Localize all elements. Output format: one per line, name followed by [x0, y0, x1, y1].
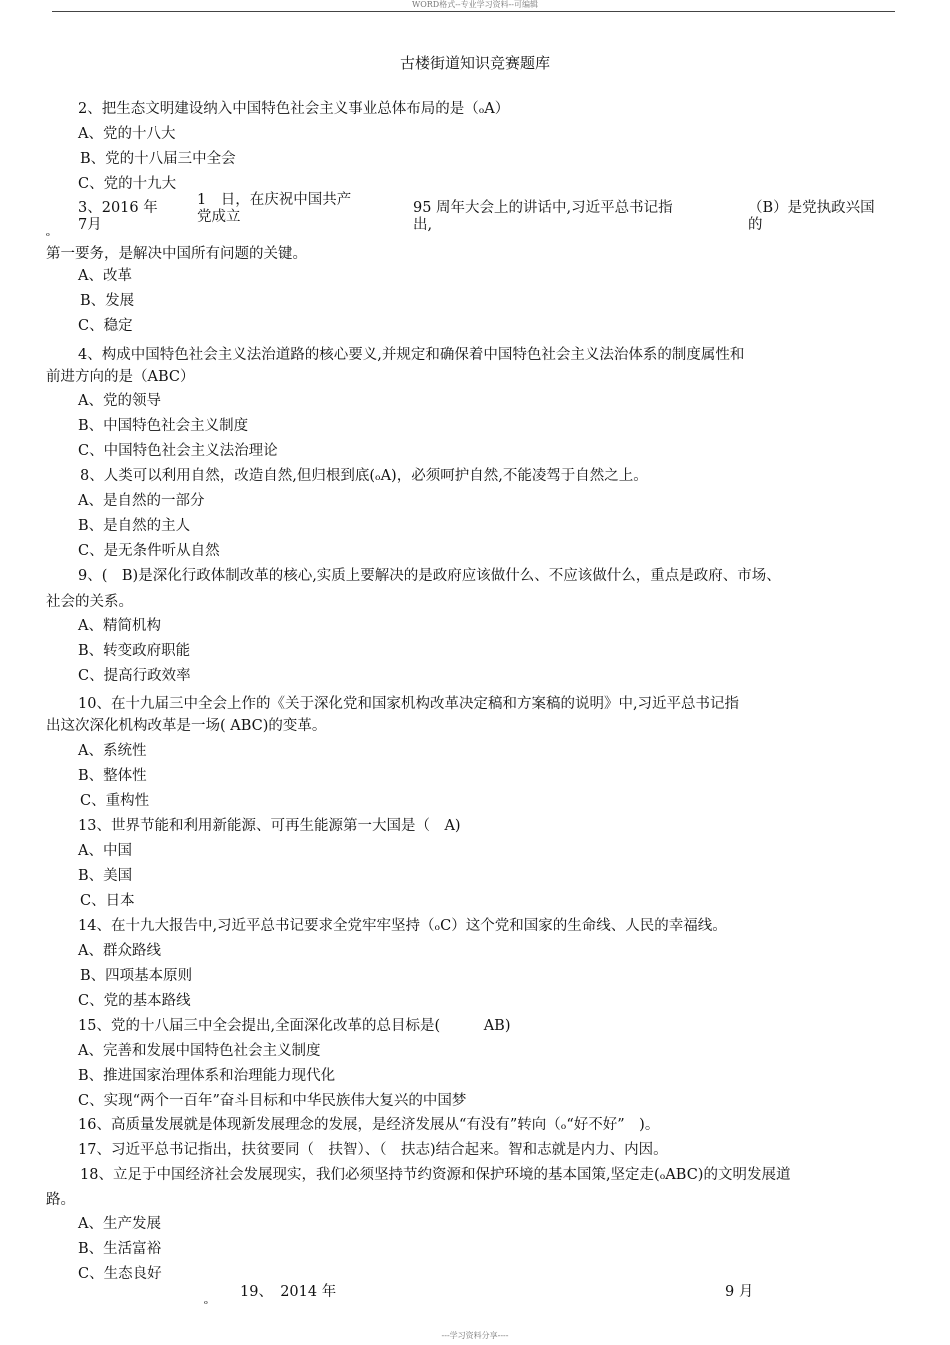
- option-b: B、四项基本原则: [80, 968, 193, 984]
- option-c: C、是无条件听从自然: [78, 543, 220, 559]
- option-c: C、重构性: [80, 793, 150, 809]
- option-b: B、整体性: [78, 768, 147, 784]
- question-3-part: （B）是党执政兴国: [748, 200, 875, 216]
- option-c: C、党的十九大: [78, 176, 177, 192]
- question-10-stem: 10、在十九届三中全会上作的《关于深化党和国家机构改革决定稿和方案稿的说明》中,习近平总书记指: [78, 696, 740, 712]
- option-a: A、党的十八大: [78, 126, 176, 142]
- option-a: A、党的领导: [78, 393, 161, 409]
- question-4-stem: 前进方向的是（ABC）: [46, 369, 195, 385]
- question-3-part: 的: [748, 217, 763, 233]
- question-15-stem: 15、党的十八届三中全会提出,全面深化改革的总目标是( AB): [78, 1018, 511, 1034]
- option-b: B、推进国家治理体系和治理能力现代化: [78, 1068, 336, 1084]
- question-3-dot: ₒ: [46, 228, 50, 239]
- question-3-part: 7月: [78, 217, 102, 233]
- option-a: A、是自然的一部分: [78, 493, 205, 509]
- question-9-stem: 9、( B)是深化行政体制改革的核心,实质上要解决的是政府应该做什么、不应该做什么，重点是政府、市场、: [78, 568, 781, 584]
- question-3-part: 3、2016 年: [78, 200, 158, 216]
- question-17-stem: 17、习近平总书记指出，扶贫要同（ 扶智）、（ 扶志)结合起来。智和志就是内力、内因。: [78, 1142, 668, 1158]
- option-b: B、是自然的主人: [78, 518, 191, 534]
- question-3-stem: 第一要务，是解决中国所有问题的关键。: [46, 246, 307, 262]
- option-c: C、提高行政效率: [78, 668, 191, 684]
- option-c: C、实现“两个一百年”奋斗目标和中华民族伟大复兴的中国梦: [78, 1093, 467, 1109]
- option-b: B、美国: [78, 868, 133, 884]
- question-8-stem: 8、人类可以利用自然，改造自然,但归根到底(ₒA)，必须呵护自然,不能凌驾于自然之上。: [80, 468, 648, 484]
- page-header: WORD格式--专业学习资料--可编辑: [411, 0, 539, 9]
- question-14-stem: 14、在十九大报告中,习近平总书记要求全党牢牢坚持（ₒC）这个党和国家的生命线、人民的幸福线。: [78, 918, 727, 934]
- page-footer: ---学习资料分享----: [441, 1331, 509, 1340]
- question-3-part: 1 日，在庆祝中国共产: [197, 192, 352, 208]
- document-title: 古楼街道知识竞赛题库: [399, 54, 550, 72]
- question-18-stem: 路。: [46, 1192, 75, 1208]
- option-a: A、群众路线: [78, 943, 161, 959]
- question-18-stem: 18、立足于中国经济社会发展现实，我们必须坚持节约资源和保护环境的基本国策,坚定走(ₒABC)的文明发展道: [80, 1167, 791, 1183]
- option-a: A、系统性: [78, 743, 147, 759]
- option-b: B、转变政府职能: [78, 643, 191, 659]
- question-3-part: 95 周年大会上的讲话中,习近平总书记指: [413, 200, 673, 216]
- question-19-dot: ₒ: [204, 1296, 208, 1307]
- option-a: A、改革: [78, 268, 132, 284]
- question-3-part: 出,: [413, 217, 433, 233]
- option-c: C、日本: [80, 893, 135, 909]
- header-rule: [52, 11, 895, 12]
- question-19-stem: 19、 2014 年: [240, 1284, 337, 1300]
- option-c: C、生态良好: [78, 1266, 162, 1282]
- option-b: B、党的十八届三中全会: [80, 151, 236, 167]
- option-b: B、发展: [80, 293, 135, 309]
- option-a: A、生产发展: [78, 1216, 161, 1232]
- option-b: B、中国特色社会主义制度: [78, 418, 249, 434]
- question-3-part: 党成立: [197, 209, 241, 225]
- question-10-stem: 出这次深化机构改革是一场( ABC)的变革。: [46, 718, 327, 734]
- option-a: A、精简机构: [78, 618, 161, 634]
- question-9-stem: 社会的关系。: [46, 594, 133, 610]
- question-2-stem: 2、把生态文明建设纳入中国特色社会主义事业总体布局的是（ₒA）: [78, 101, 510, 117]
- question-13-stem: 13、世界节能和利用新能源、可再生能源第一大国是（ A): [78, 818, 461, 834]
- question-16-stem: 16、高质量发展就是体现新发展理念的发展，是经济发展从“有没有”转向（ₒ“好不好” )。: [78, 1117, 660, 1133]
- question-19-stem: 9 月: [725, 1284, 754, 1300]
- question-4-stem: 4、构成中国特色社会主义法治道路的核心要义,并规定和确保着中国特色社会主义法治体系的制度属性和: [78, 347, 745, 363]
- option-c: C、稳定: [78, 318, 133, 334]
- option-a: A、完善和发展中国特色社会主义制度: [78, 1043, 321, 1059]
- option-c: C、党的基本路线: [78, 993, 191, 1009]
- option-a: A、中国: [78, 843, 132, 859]
- option-b: B、生活富裕: [78, 1241, 162, 1257]
- option-c: C、中国特色社会主义法治理论: [78, 443, 278, 459]
